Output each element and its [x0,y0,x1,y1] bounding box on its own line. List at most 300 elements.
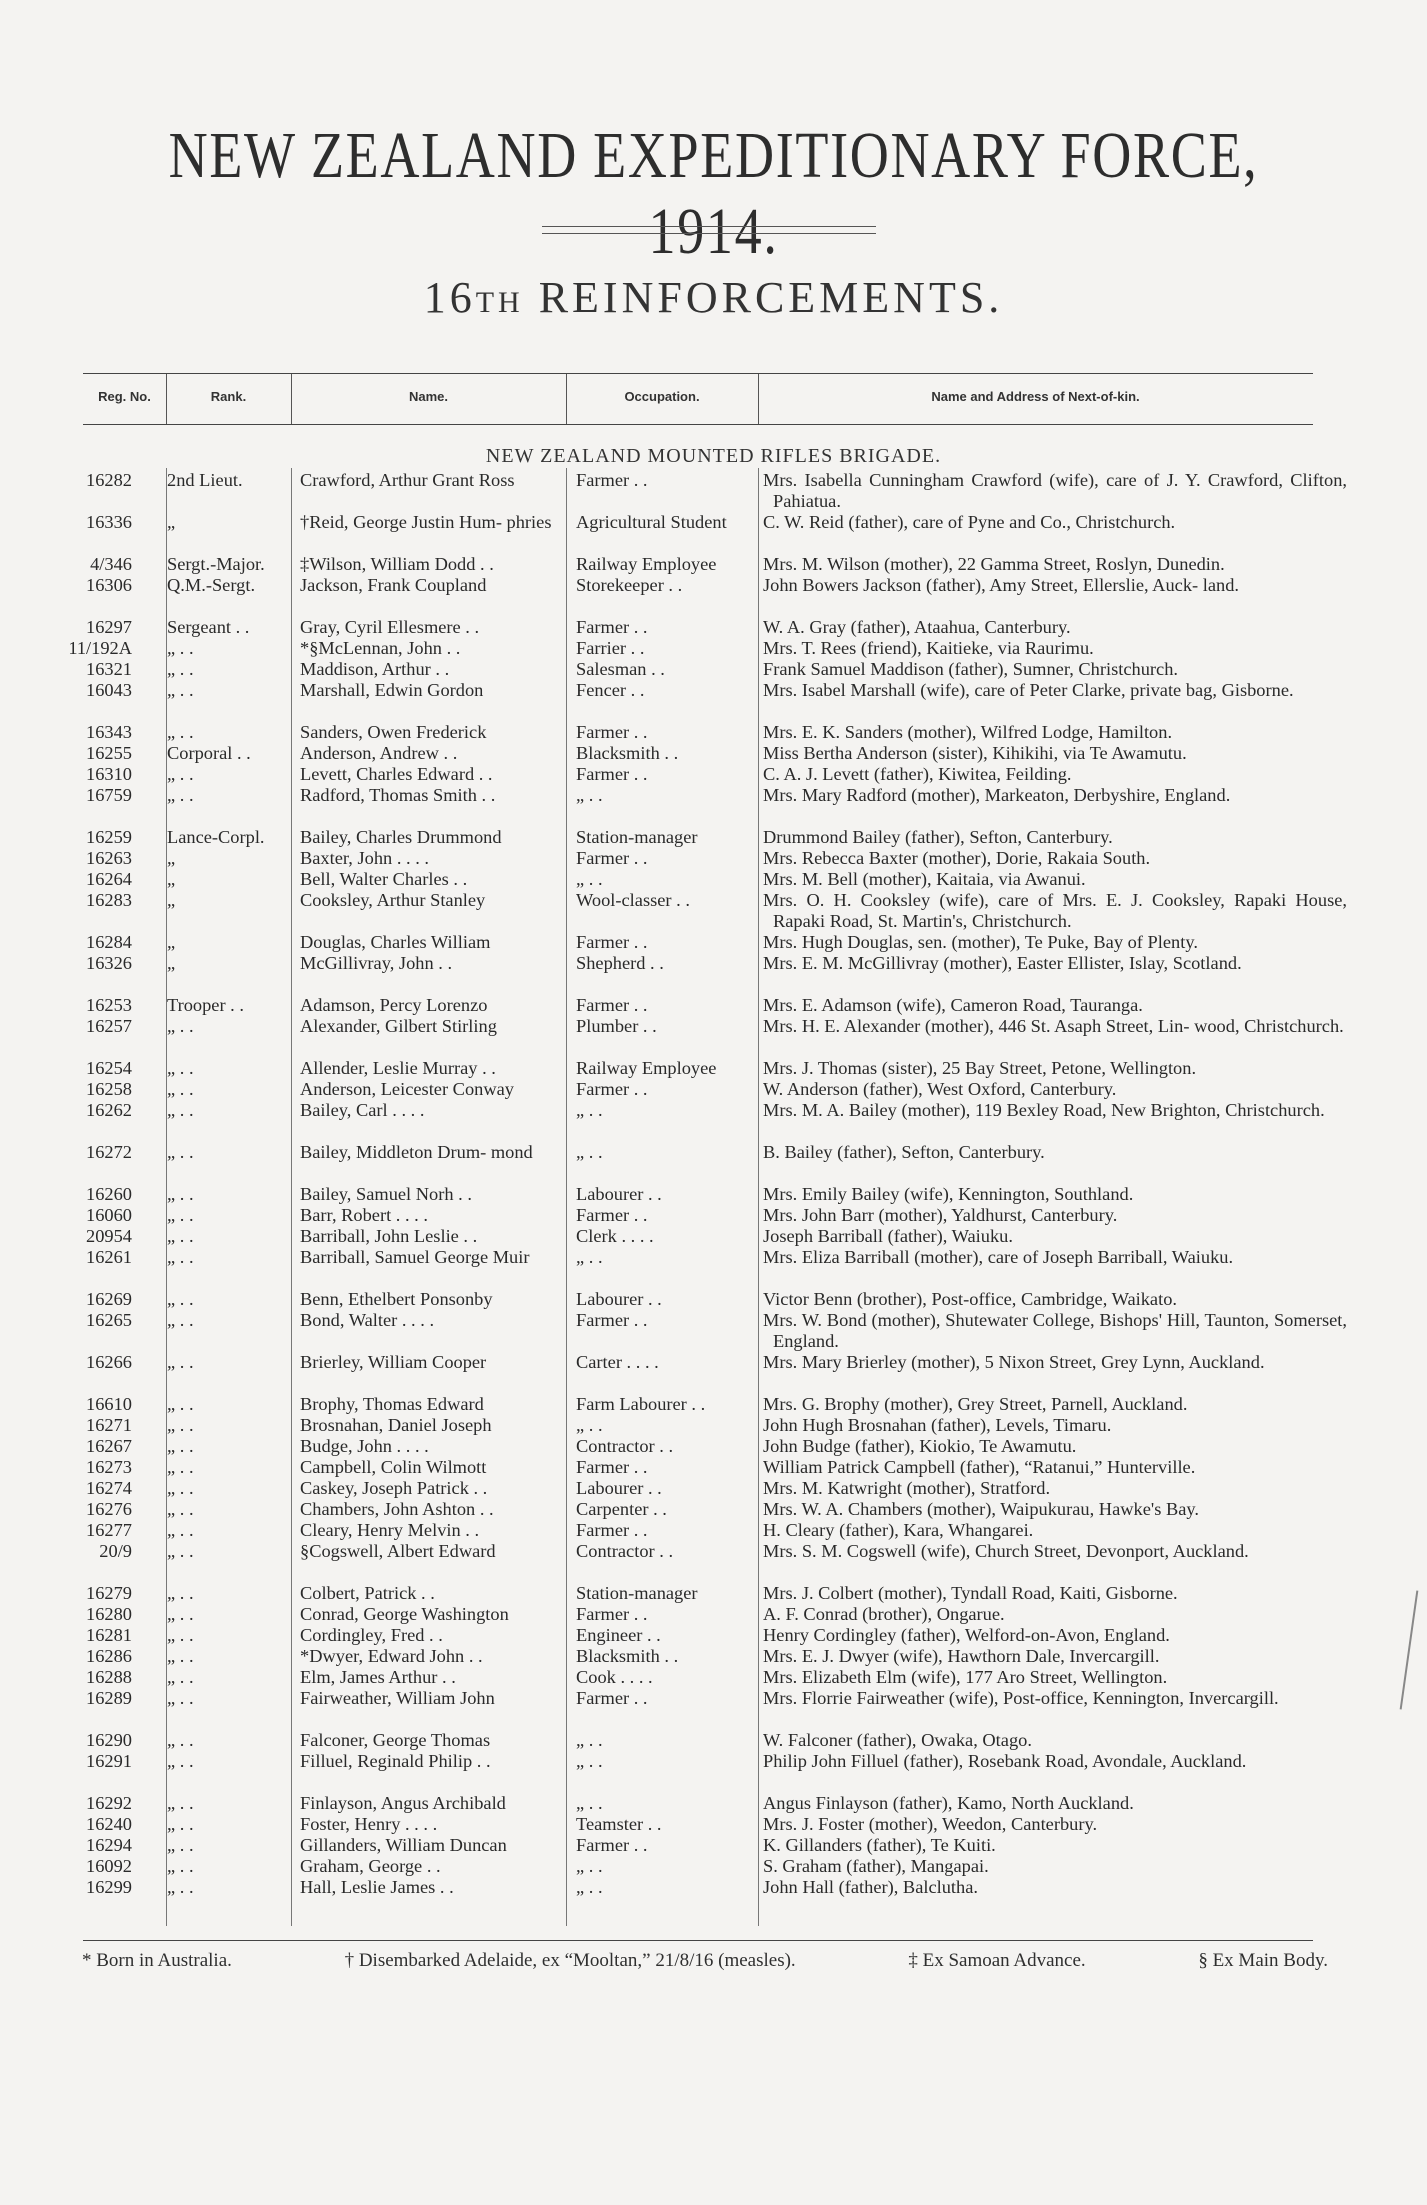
reg-no-cell: 16267 [86,1436,132,1456]
rank-cell: Lance-Corpl. [167,827,265,847]
next-of-kin-cell: Mrs. H. E. Alexander (mother), 446 St. Asaph Street, Lin- wood, Christchurch. [763,1016,1344,1036]
table-row [0,1688,1427,1730]
occupation-cell: Farmer . . [576,470,648,490]
reg-no-cell: 16264 [86,869,132,889]
table-row [0,1877,1427,1898]
reg-no-cell: 16610 [86,1394,132,1414]
occupation-cell: Farmer . . [576,1520,648,1540]
section-heading: NEW ZEALAND MOUNTED RIFLES BRIGADE. [485,445,942,467]
next-of-kin-cell: Mrs. Hugh Douglas, sen. (mother), Te Puke, Bay of Plenty. [763,932,1198,952]
subtitle-text: REINFORCEMENTS. [523,273,1004,322]
reg-no-cell: 16289 [86,1688,132,1708]
occupation-cell: „ . . [576,1142,603,1162]
table-row [0,1856,1427,1877]
name-cell: Gillanders, William Duncan [300,1835,507,1855]
name-cell: Alexander, Gilbert Stirling [300,1016,497,1036]
footnote-born-australia: * Born in Australia. [82,1950,232,1971]
table-row [0,869,1427,890]
next-of-kin-cell: Mrs. J. Colbert (mother), Tyndall Road, Kaiti, Gisborne. [763,1583,1178,1603]
table-row [0,1667,1427,1688]
header-next-of-kin: Name and Address of Next-of-kin. [931,389,1140,404]
reg-no-cell: 16291 [86,1751,132,1771]
subtitle-suffix: TH [475,286,524,319]
rank-cell: „ . . [167,1079,194,1099]
next-of-kin-cell: B. Bailey (father), Sefton, Canterbury. [763,1142,1045,1162]
occupation-cell: „ . . [576,1793,603,1813]
name-cell: *Dwyer, Edward John . . [300,1646,483,1666]
name-cell: Bond, Walter . . . . [300,1310,435,1330]
next-of-kin-cell: Mrs. O. H. Cooksley (wife), care of Mrs. E. J. Cooksley, Rapaki House, Rapaki Road, St. Martin's, Christchurch. [763,890,1347,931]
name-cell: §Cogswell, Albert Edward [300,1541,496,1561]
name-cell: Sanders, Owen Frederick [300,722,487,742]
table-row [0,785,1427,827]
name-cell: Cordingley, Fred . . [300,1625,443,1645]
rank-cell: „ . . [167,1247,194,1267]
reg-no-cell: 16281 [86,1625,132,1645]
reg-no-cell: 16310 [86,764,132,784]
rank-cell: Q.M.-Sergt. [167,575,256,595]
table-row [0,890,1427,932]
reg-no-cell: 4/346 [90,554,132,574]
next-of-kin-cell: John Budge (father), Kiokio, Te Awamutu. [763,1436,1077,1456]
occupation-cell: „ . . [576,1730,603,1750]
reg-no-cell: 20954 [86,1226,132,1246]
table-row [0,932,1427,953]
next-of-kin-cell: Joseph Barriball (father), Waiuku. [763,1226,1013,1246]
name-cell: Jackson, Frank Coupland [300,575,487,595]
occupation-cell: Farmer . . [576,932,648,952]
table-row [0,1205,1427,1226]
occupation-cell: „ . . [576,1877,603,1897]
reg-no-cell: 16255 [86,743,132,763]
occupation-cell: Fencer . . [576,680,645,700]
reg-no-cell: 16306 [86,575,132,595]
occupation-cell: Wool-classer . . [576,890,690,910]
name-cell: Maddison, Arthur . . [300,659,450,679]
rank-cell: Sergeant . . [167,617,250,637]
rank-cell: „ [167,848,176,868]
next-of-kin-cell: Mrs. E. Adamson (wife), Cameron Road, Tauranga. [763,995,1143,1015]
rank-cell: „ . . [167,680,194,700]
table-row [0,1625,1427,1646]
name-cell: Foster, Henry . . . . [300,1814,438,1834]
occupation-cell: Blacksmith . . [576,743,679,763]
occupation-cell: Labourer . . [576,1478,662,1498]
next-of-kin-cell: Mrs. Emily Bailey (wife), Kennington, Southland. [763,1184,1134,1204]
reg-no-cell: 16326 [86,953,132,973]
name-cell: Caskey, Joseph Patrick . . [300,1478,488,1498]
occupation-cell: „ . . [576,1247,603,1267]
occupation-cell: Farmer . . [576,848,648,868]
reg-no-cell: 16336 [86,512,132,532]
name-cell: Adamson, Percy Lorenzo [300,995,488,1015]
rank-cell: „ [167,512,176,532]
occupation-cell: Farmer . . [576,617,648,637]
table-row [0,470,1427,512]
next-of-kin-cell: John Hall (father), Balclutha. [763,1877,978,1897]
name-cell: Allender, Leslie Murray . . [300,1058,496,1078]
next-of-kin-cell: Philip John Filluel (father), Rosebank Road, Avondale, Auckland. [763,1751,1247,1771]
name-cell: Barriball, Samuel George Muir [300,1247,530,1267]
table-row [0,1793,1427,1814]
table-row [0,722,1427,743]
table-row [0,1352,1427,1394]
next-of-kin-cell: Mrs. S. M. Cogswell (wife), Church Street, Devonport, Auckland. [763,1541,1249,1561]
reg-no-cell: 16253 [86,995,132,1015]
occupation-cell: Carpenter . . [576,1499,667,1519]
rank-cell: „ [167,953,176,973]
occupation-cell: Farmer . . [576,1205,648,1225]
next-of-kin-cell: Miss Bertha Anderson (sister), Kihikihi, via Te Awamutu. [763,743,1187,763]
reg-no-cell: 16043 [86,680,132,700]
table-row [0,680,1427,722]
reg-no-cell: 16299 [86,1877,132,1897]
name-cell: Douglas, Charles William [300,932,491,952]
next-of-kin-cell: Mrs. M. Katwright (mother), Stratford. [763,1478,1051,1498]
occupation-cell: Engineer . . [576,1625,661,1645]
next-of-kin-cell: Mrs. Isabel Marshall (wife), care of Peter Clarke, private bag, Gisborne. [763,680,1294,700]
occupation-cell: Railway Employee [576,1058,717,1078]
next-of-kin-cell: Mrs. Florrie Fairweather (wife), Post-office, Kennington, Invercargill. [763,1688,1279,1708]
table-row [0,1478,1427,1499]
rank-cell: 2nd Lieut. [167,470,243,490]
next-of-kin-cell: Drummond Bailey (father), Sefton, Canterbury. [763,827,1113,847]
table-row [0,1814,1427,1835]
occupation-cell: Farm Labourer . . [576,1394,706,1414]
next-of-kin-cell: Frank Samuel Maddison (father), Sumner, Christchurch. [763,659,1179,679]
footnote-main-body: § Ex Main Body. [1198,1950,1328,1971]
occupation-cell: „ . . [576,869,603,889]
reg-no-cell: 16282 [86,470,132,490]
reg-no-cell: 16276 [86,1499,132,1519]
name-cell: Bailey, Samuel Norh . . [300,1184,472,1204]
table-row [0,1394,1427,1415]
reg-no-cell: 16343 [86,722,132,742]
page-subtitle [0,272,1427,323]
footnote-samoan-advance: ‡ Ex Samoan Advance. [908,1950,1086,1971]
footnote-disembarked: † Disembarked Adelaide, ex “Mooltan,” 21/8/16 (measles). [344,1950,796,1971]
name-cell: Finlayson, Angus Archibald [300,1793,506,1813]
next-of-kin-cell: C. W. Reid (father), care of Pyne and Co., Christchurch. [763,512,1176,532]
reg-no-cell: 16294 [86,1835,132,1855]
name-cell: Baxter, John . . . . [300,848,430,868]
next-of-kin-cell: Victor Benn (brother), Post-office, Cambridge, Waikato. [763,1289,1177,1309]
table-row [0,1058,1427,1079]
rank-cell: „ . . [167,1142,194,1162]
rank-cell: „ [167,869,176,889]
rank-cell: „ . . [167,1415,194,1435]
table-row [0,848,1427,869]
rank-cell: „ . . [167,1520,194,1540]
rank-cell: „ . . [167,1583,194,1603]
occupation-cell: „ . . [576,1856,603,1876]
name-cell: Barriball, John Leslie . . [300,1226,478,1246]
rank-cell: „ . . [167,1205,194,1225]
rank-cell: „ . . [167,1814,194,1834]
reg-no-cell: 11/192A [68,638,132,658]
rank-cell: Sergt.-Major. [167,554,265,574]
rank-cell: „ [167,890,176,910]
next-of-kin-cell: Mrs. Mary Brierley (mother), 5 Nixon Street, Grey Lynn, Auckland. [763,1352,1265,1372]
reg-no-cell: 16283 [86,890,132,910]
table-row [0,1247,1427,1289]
occupation-cell: Contractor . . [576,1541,674,1561]
next-of-kin-cell: Mrs. M. Bell (mother), Kaitaia, via Awanui. [763,869,1086,889]
next-of-kin-cell: K. Gillanders (father), Te Kuiti. [763,1835,996,1855]
table-row [0,659,1427,680]
reg-no-cell: 16060 [86,1205,132,1225]
reg-no-cell: 16297 [86,617,132,637]
rank-cell: „ . . [167,1856,194,1876]
reg-no-cell: 16240 [86,1814,132,1834]
occupation-cell: Teamster . . [576,1814,662,1834]
name-cell: Anderson, Leicester Conway [300,1079,514,1099]
name-cell: Fairweather, William John [300,1688,495,1708]
table-row [0,1310,1427,1352]
table-row [0,1436,1427,1457]
name-cell: Falconer, George Thomas [300,1730,491,1750]
rank-cell: „ . . [167,1478,194,1498]
table-row [0,1457,1427,1478]
rank-cell: „ . . [167,1058,194,1078]
reg-no-cell: 16273 [86,1457,132,1477]
header-reg-no: Reg. No. [98,389,151,404]
table-row [0,1142,1427,1184]
reg-no-cell: 16262 [86,1100,132,1120]
name-cell: Conrad, George Washington [300,1604,509,1624]
next-of-kin-cell: Angus Finlayson (father), Kamo, North Auckland. [763,1793,1134,1813]
reg-no-cell: 16092 [86,1856,132,1876]
next-of-kin-cell: Mrs. Isabella Cunningham Crawford (wife), care of J. Y. Crawford, Clifton, Pahiatua. [763,470,1347,511]
next-of-kin-cell: H. Cleary (father), Kara, Whangarei. [763,1520,1034,1540]
reg-no-cell: 16286 [86,1646,132,1666]
name-cell: Budge, John . . . . [300,1436,429,1456]
name-cell: Campbell, Colin Wilmott [300,1457,487,1477]
reg-no-cell: 16292 [86,1793,132,1813]
rank-cell: „ . . [167,785,194,805]
name-cell: Bailey, Middleton Drum- mond [300,1142,533,1162]
header-name: Name. [408,389,449,404]
rank-cell: „ . . [167,1352,194,1372]
table-row [0,1835,1427,1856]
table-row [0,575,1427,617]
title-divider [542,233,876,234]
header-rank: Rank. [210,389,247,404]
next-of-kin-cell: A. F. Conrad (brother), Ongarue. [763,1604,1005,1624]
occupation-cell: Labourer . . [576,1184,662,1204]
header-rule-top [83,373,1313,374]
name-cell: Bell, Walter Charles . . [300,869,468,889]
reg-no-cell: 16277 [86,1520,132,1540]
occupation-cell: Contractor . . [576,1436,674,1456]
header-rule-bottom [83,424,1313,425]
rank-cell: „ . . [167,1100,194,1120]
occupation-cell: Farmer . . [576,1688,648,1708]
rank-cell: Trooper . . [167,995,244,1015]
next-of-kin-cell: Mrs. M. Wilson (mother), 22 Gamma Street, Roslyn, Dunedin. [763,554,1225,574]
nominal-roll-table [0,470,1427,1930]
table-row [0,1079,1427,1100]
next-of-kin-cell: C. A. J. Levett (father), Kiwitea, Feilding. [763,764,1072,784]
table-row [0,1541,1427,1583]
occupation-cell: Farmer . . [576,1835,648,1855]
occupation-cell: Agricultural Student [576,512,727,532]
next-of-kin-cell: Mrs. E. M. McGillivray (mother), Easter Ellister, Islay, Scotland. [763,953,1242,973]
table-row [0,1100,1427,1142]
table-row [0,827,1427,848]
occupation-cell: Farmer . . [576,995,648,1015]
reg-no-cell: 16269 [86,1289,132,1309]
occupation-cell: „ . . [576,1415,603,1435]
occupation-cell: Farmer . . [576,1457,648,1477]
occupation-cell: Shepherd . . [576,953,664,973]
next-of-kin-cell: Mrs. Eliza Barriball (mother), care of Joseph Barriball, Waiuku. [763,1247,1234,1267]
table-row [0,1499,1427,1520]
rank-cell: „ [167,932,176,952]
occupation-cell: Blacksmith . . [576,1646,679,1666]
occupation-cell: Clerk . . . . [576,1226,654,1246]
name-cell: Brophy, Thomas Edward [300,1394,484,1414]
next-of-kin-cell: Mrs. W. Bond (mother), Shutewater College, Bishops' Hill, Taunton, Somerset, England. [763,1310,1347,1351]
name-cell: ‡Wilson, William Dodd . . [300,554,494,574]
next-of-kin-cell: Mrs. G. Brophy (mother), Grey Street, Parnell, Auckland. [763,1394,1188,1414]
name-cell: Levett, Charles Edward . . [300,764,493,784]
table-row [0,1730,1427,1751]
occupation-cell: Station-manager [576,1583,698,1603]
name-cell: Chambers, John Ashton . . [300,1499,494,1519]
next-of-kin-cell: S. Graham (father), Mangapai. [763,1856,989,1876]
occupation-cell: Farmer . . [576,764,648,784]
rank-cell: „ . . [167,1877,194,1897]
rank-cell: „ . . [167,1457,194,1477]
table-row [0,1016,1427,1058]
next-of-kin-cell: Mrs. T. Rees (friend), Kaitieke, via Raurimu. [763,638,1094,658]
table-row [0,953,1427,995]
reg-no-cell: 20/9 [99,1541,132,1561]
table-row [0,1751,1427,1793]
next-of-kin-cell: Mrs. E. J. Dwyer (wife), Hawthorn Dale, Invercargill. [763,1646,1160,1666]
rank-cell: „ . . [167,1793,194,1813]
subtitle-number: 16 [423,273,476,322]
occupation-cell: Labourer . . [576,1289,662,1309]
occupation-cell: Farrier . . [576,638,645,658]
title-divider [542,226,876,227]
table-row [0,1646,1427,1667]
table-row [0,1289,1427,1310]
name-cell: Elm, James Arthur . . [300,1667,456,1687]
name-cell: †Reid, George Justin Hum- phries [300,512,552,532]
rank-cell: „ . . [167,1835,194,1855]
name-cell: Gray, Cyril Ellesmere . . [300,617,480,637]
reg-no-cell: 16258 [86,1079,132,1099]
rank-cell: „ . . [167,764,194,784]
occupation-cell: „ . . [576,1100,603,1120]
name-cell: Anderson, Andrew . . [300,743,458,763]
reg-no-cell: 16272 [86,1142,132,1162]
table-row [0,764,1427,785]
rank-cell: „ . . [167,1688,194,1708]
occupation-cell: Plumber . . [576,1016,657,1036]
table-row [0,512,1427,554]
name-cell: Hall, Leslie James . . [300,1877,454,1897]
name-cell: Cleary, Henry Melvin . . [300,1520,480,1540]
rank-cell: „ . . [167,1751,194,1771]
reg-no-cell: 16259 [86,827,132,847]
occupation-cell: Railway Employee [576,554,717,574]
table-row [0,638,1427,659]
reg-no-cell: 16279 [86,1583,132,1603]
reg-no-cell: 16254 [86,1058,132,1078]
reg-no-cell: 16260 [86,1184,132,1204]
name-cell: Marshall, Edwin Gordon [300,680,484,700]
next-of-kin-cell: Mrs. Rebecca Baxter (mother), Dorie, Rakaia South. [763,848,1151,868]
reg-no-cell: 16265 [86,1310,132,1330]
rank-cell: „ . . [167,638,194,658]
name-cell: McGillivray, John . . [300,953,453,973]
reg-no-cell: 16274 [86,1478,132,1498]
rank-cell: „ . . [167,1310,194,1330]
next-of-kin-cell: Mrs. M. A. Bailey (mother), 119 Bexley Road, New Brighton, Christchurch. [763,1100,1325,1120]
name-cell: Bailey, Charles Drummond [300,827,502,847]
next-of-kin-cell: W. A. Gray (father), Ataahua, Canterbury. [763,617,1071,637]
next-of-kin-cell: Mrs. J. Foster (mother), Weedon, Canterbury. [763,1814,1098,1834]
rank-cell: „ . . [167,1667,194,1687]
table-row [0,1226,1427,1247]
table-row [0,617,1427,638]
next-of-kin-cell: Mrs. Mary Radford (mother), Markeaton, Derbyshire, England. [763,785,1231,805]
occupation-cell: „ . . [576,785,603,805]
name-cell: Bailey, Carl . . . . [300,1100,425,1120]
reg-no-cell: 16759 [86,785,132,805]
footnote-rule [83,1940,1313,1941]
next-of-kin-cell: W. Anderson (father), West Oxford, Canterbury. [763,1079,1117,1099]
footnotes [82,1950,1328,1972]
reg-no-cell: 16263 [86,848,132,868]
name-cell: Filluel, Reginald Philip . . [300,1751,491,1771]
occupation-cell: Carter . . . . [576,1352,659,1372]
header-occupation: Occupation. [624,389,700,404]
rank-cell: „ . . [167,1226,194,1246]
table-row [0,995,1427,1016]
rank-cell: „ . . [167,1541,194,1561]
next-of-kin-cell: Mrs. John Barr (mother), Yaldhurst, Canterbury. [763,1205,1118,1225]
table-row [0,554,1427,575]
rank-cell: „ . . [167,1625,194,1645]
rank-cell: „ . . [167,1016,194,1036]
rank-cell: „ . . [167,1184,194,1204]
rank-cell: „ . . [167,1436,194,1456]
next-of-kin-cell: John Bowers Jackson (father), Amy Street, Ellerslie, Auck- land. [763,575,1240,595]
rank-cell: „ . . [167,722,194,742]
occupation-cell: Salesman . . [576,659,665,679]
rank-cell: „ . . [167,1499,194,1519]
reg-no-cell: 16261 [86,1247,132,1267]
next-of-kin-cell: Mrs. J. Thomas (sister), 25 Bay Street, Petone, Wellington. [763,1058,1197,1078]
name-cell: *§McLennan, John . . [300,638,461,658]
rank-cell: „ . . [167,659,194,679]
occupation-cell: Cook . . . . [576,1667,653,1687]
name-cell: Cooksley, Arthur Stanley [300,890,486,910]
name-cell: Crawford, Arthur Grant Ross [300,470,515,490]
rank-cell: „ . . [167,1646,194,1666]
table-row [0,1583,1427,1604]
name-cell: Graham, George . . [300,1856,441,1876]
rank-cell: „ . . [167,1604,194,1624]
rank-cell: „ . . [167,1730,194,1750]
name-cell: Radford, Thomas Smith . . [300,785,496,805]
next-of-kin-cell: William Patrick Campbell (father), “Ratanui,” Hunterville. [763,1457,1196,1477]
name-cell: Benn, Ethelbert Ponsonby [300,1289,493,1309]
